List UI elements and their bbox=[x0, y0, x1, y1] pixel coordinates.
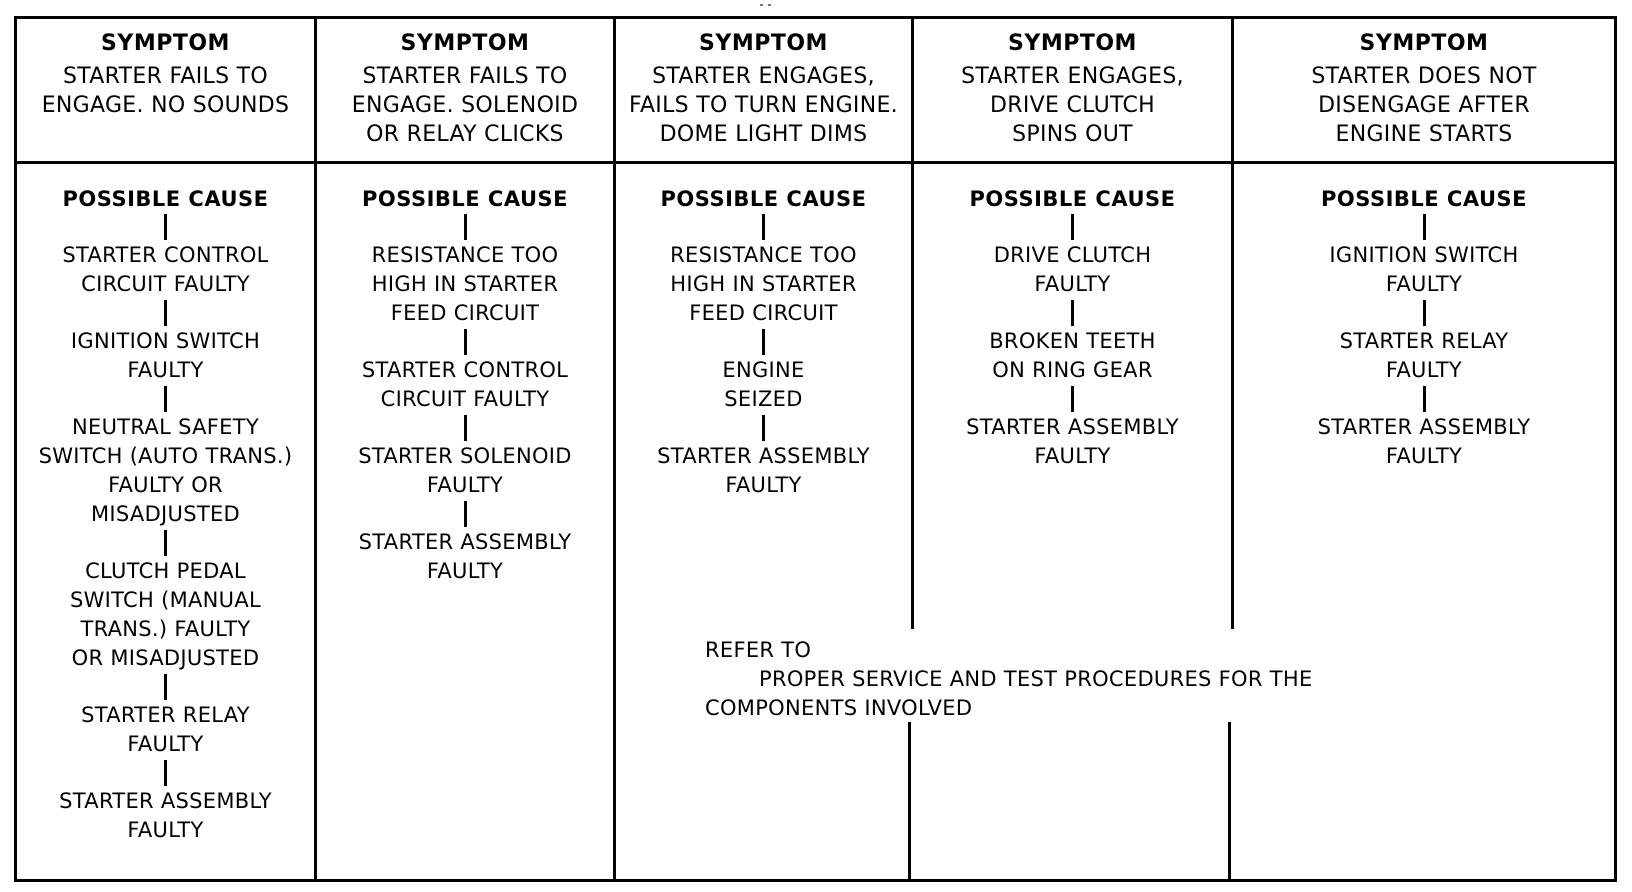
symptom-cell-3 bbox=[616, 19, 911, 171]
starter-diagnosis-chart bbox=[14, 16, 1617, 882]
connector-line bbox=[1071, 214, 1074, 240]
connector-line bbox=[164, 214, 167, 240]
symptom-cell-4 bbox=[914, 19, 1231, 171]
cause-item: IGNITION SWITCH FAULTY bbox=[1329, 243, 1519, 296]
symptom-text: STARTER DOES NOT DISENGAGE AFTER ENGINE STARTS bbox=[1311, 64, 1537, 147]
connector-line bbox=[164, 386, 167, 412]
cause-item: ENGINE SEIZED bbox=[722, 358, 805, 411]
connector-line bbox=[762, 415, 765, 441]
symptom-text: STARTER ENGAGES, DRIVE CLUTCH SPINS OUT bbox=[961, 64, 1184, 147]
symptom-label: SYMPTOM bbox=[101, 31, 230, 56]
cause-item: STARTER CONTROL CIRCUIT FAULTY bbox=[62, 243, 269, 296]
scan-speck bbox=[768, 4, 771, 6]
connector-line bbox=[164, 760, 167, 786]
cause-column-5 bbox=[1234, 185, 1614, 471]
possible-cause-label: POSSIBLE CAUSE bbox=[1321, 187, 1527, 211]
symptom-text: STARTER FAILS TO ENGAGE. SOLENOID OR RELAY CLICKS bbox=[351, 64, 579, 147]
symptom-cell-1 bbox=[17, 19, 314, 171]
refer-line-2: PROPER SERVICE AND TEST PROCEDURES FOR THE bbox=[759, 667, 1313, 691]
connector-line bbox=[1071, 386, 1074, 412]
cause-item: STARTER RELAY FAULTY bbox=[1339, 329, 1509, 382]
connector-line bbox=[464, 214, 467, 240]
symptom-label: SYMPTOM bbox=[1359, 31, 1489, 56]
refer-note bbox=[705, 636, 1313, 723]
connector-line bbox=[464, 415, 467, 441]
symptom-label: SYMPTOM bbox=[1008, 31, 1137, 56]
cause-item: DRIVE CLUTCH FAULTY bbox=[993, 243, 1152, 296]
connector-line bbox=[1071, 300, 1074, 326]
possible-cause-label: POSSIBLE CAUSE bbox=[969, 187, 1176, 211]
symptom-text: STARTER FAILS TO ENGAGE. NO SOUNDS bbox=[41, 64, 290, 118]
symptom-cell-5 bbox=[1234, 19, 1614, 171]
refer-line-1: REFER TO bbox=[705, 638, 812, 662]
connector-line bbox=[1423, 300, 1426, 326]
scan-speck bbox=[760, 4, 763, 6]
connector-line bbox=[164, 300, 167, 326]
cause-item: BROKEN TEETH ON RING GEAR bbox=[989, 329, 1156, 382]
divider-3-lower bbox=[908, 722, 911, 879]
possible-cause-label: POSSIBLE CAUSE bbox=[660, 187, 867, 211]
cause-item: STARTER ASSEMBLY FAULTY bbox=[966, 415, 1179, 468]
cause-column-3 bbox=[616, 185, 911, 500]
cause-column-1 bbox=[17, 185, 314, 845]
symptom-label: SYMPTOM bbox=[400, 31, 530, 56]
cause-item: IGNITION SWITCH FAULTY bbox=[70, 329, 261, 382]
cause-item: CLUTCH PEDAL SWITCH (MANUAL TRANS.) FAULTY OR MISADJUSTED bbox=[69, 559, 262, 670]
cause-item: STARTER RELAY FAULTY bbox=[81, 703, 250, 756]
cause-column-2 bbox=[317, 185, 613, 586]
connector-line bbox=[762, 214, 765, 240]
connector-line bbox=[1423, 214, 1426, 240]
possible-cause-label: POSSIBLE CAUSE bbox=[62, 187, 269, 211]
cause-item: RESISTANCE TOO HIGH IN STARTER FEED CIRCUIT bbox=[371, 243, 559, 325]
connector-line bbox=[464, 501, 467, 527]
symptom-text: STARTER ENGAGES, FAILS TO TURN ENGINE. DOME LIGHT DIMS bbox=[629, 64, 898, 147]
symptom-cell-2 bbox=[317, 19, 613, 171]
connector-line bbox=[1423, 386, 1426, 412]
connector-line bbox=[164, 674, 167, 700]
cause-item: STARTER ASSEMBLY FAULTY bbox=[657, 444, 870, 497]
cause-item: RESISTANCE TOO HIGH IN STARTER FEED CIRCUIT bbox=[670, 243, 857, 325]
possible-cause-label: POSSIBLE CAUSE bbox=[362, 187, 568, 211]
connector-line bbox=[164, 530, 167, 556]
symptom-label: SYMPTOM bbox=[699, 31, 828, 56]
connector-line bbox=[762, 329, 765, 355]
cause-item: STARTER ASSEMBLY FAULTY bbox=[358, 530, 572, 583]
cause-item: NEUTRAL SAFETY SWITCH (AUTO TRANS.) FAULTY OR MISADJUSTED bbox=[38, 415, 293, 526]
divider-4-lower bbox=[1228, 722, 1231, 879]
refer-line-3: COMPONENTS INVOLVED bbox=[705, 696, 973, 720]
connector-line bbox=[464, 329, 467, 355]
cause-item: STARTER ASSEMBLY FAULTY bbox=[1317, 415, 1531, 468]
cause-item: STARTER SOLENOID FAULTY bbox=[358, 444, 572, 497]
cause-column-4 bbox=[914, 185, 1231, 471]
cause-item: STARTER ASSEMBLY FAULTY bbox=[59, 789, 272, 842]
cause-item: STARTER CONTROL CIRCUIT FAULTY bbox=[361, 358, 569, 411]
